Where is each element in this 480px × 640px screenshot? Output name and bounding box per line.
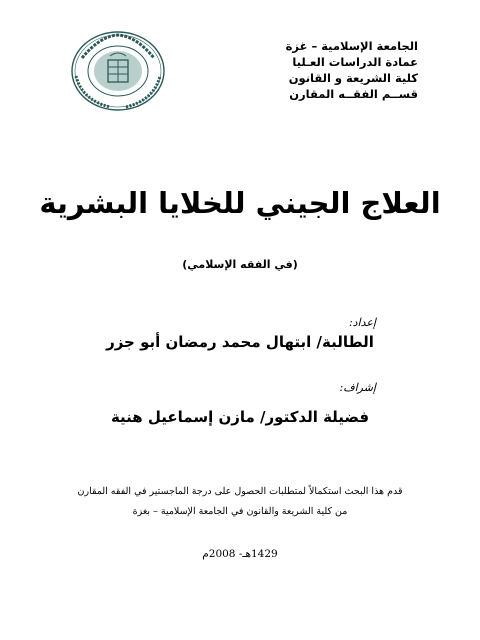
university-name: الجامعة الإسلامية – غزة bbox=[285, 39, 418, 53]
university-seal-icon bbox=[70, 30, 166, 112]
degree-statement: قدم هذا البحث استكمالاً لمتطلبات الحصول على درجة الماجستير في الفقه المقارن bbox=[77, 486, 403, 497]
thesis-subtitle: (في الفقه الإسلامي) bbox=[182, 258, 298, 271]
supervisor-name: فضيلة الدكتور/ مازن إسماعيل هنية bbox=[110, 408, 370, 426]
supervision-label: إشراف: bbox=[339, 381, 376, 394]
submission-date: 1429هـ- 2008م bbox=[202, 548, 278, 560]
faculty-name: كلية الشريعة و القانون bbox=[288, 71, 418, 85]
institution-header bbox=[248, 38, 418, 102]
graduate-deanship: عمادة الدراسات العـليا bbox=[292, 55, 418, 69]
department-name: قســم الفقــه المقارن bbox=[289, 87, 418, 101]
student-name: الطالبة/ ابتهال محمد رمضان أبو جزر bbox=[106, 333, 374, 351]
thesis-title: العلاج الجيني للخلايا البشرية bbox=[39, 186, 441, 220]
prepared-by-label: إعداد: bbox=[348, 316, 376, 329]
faculty-statement: من كلية الشريعة والقانون في الجامعة الإسلامية – بغزة bbox=[132, 506, 348, 517]
seal-graphic bbox=[72, 32, 164, 110]
